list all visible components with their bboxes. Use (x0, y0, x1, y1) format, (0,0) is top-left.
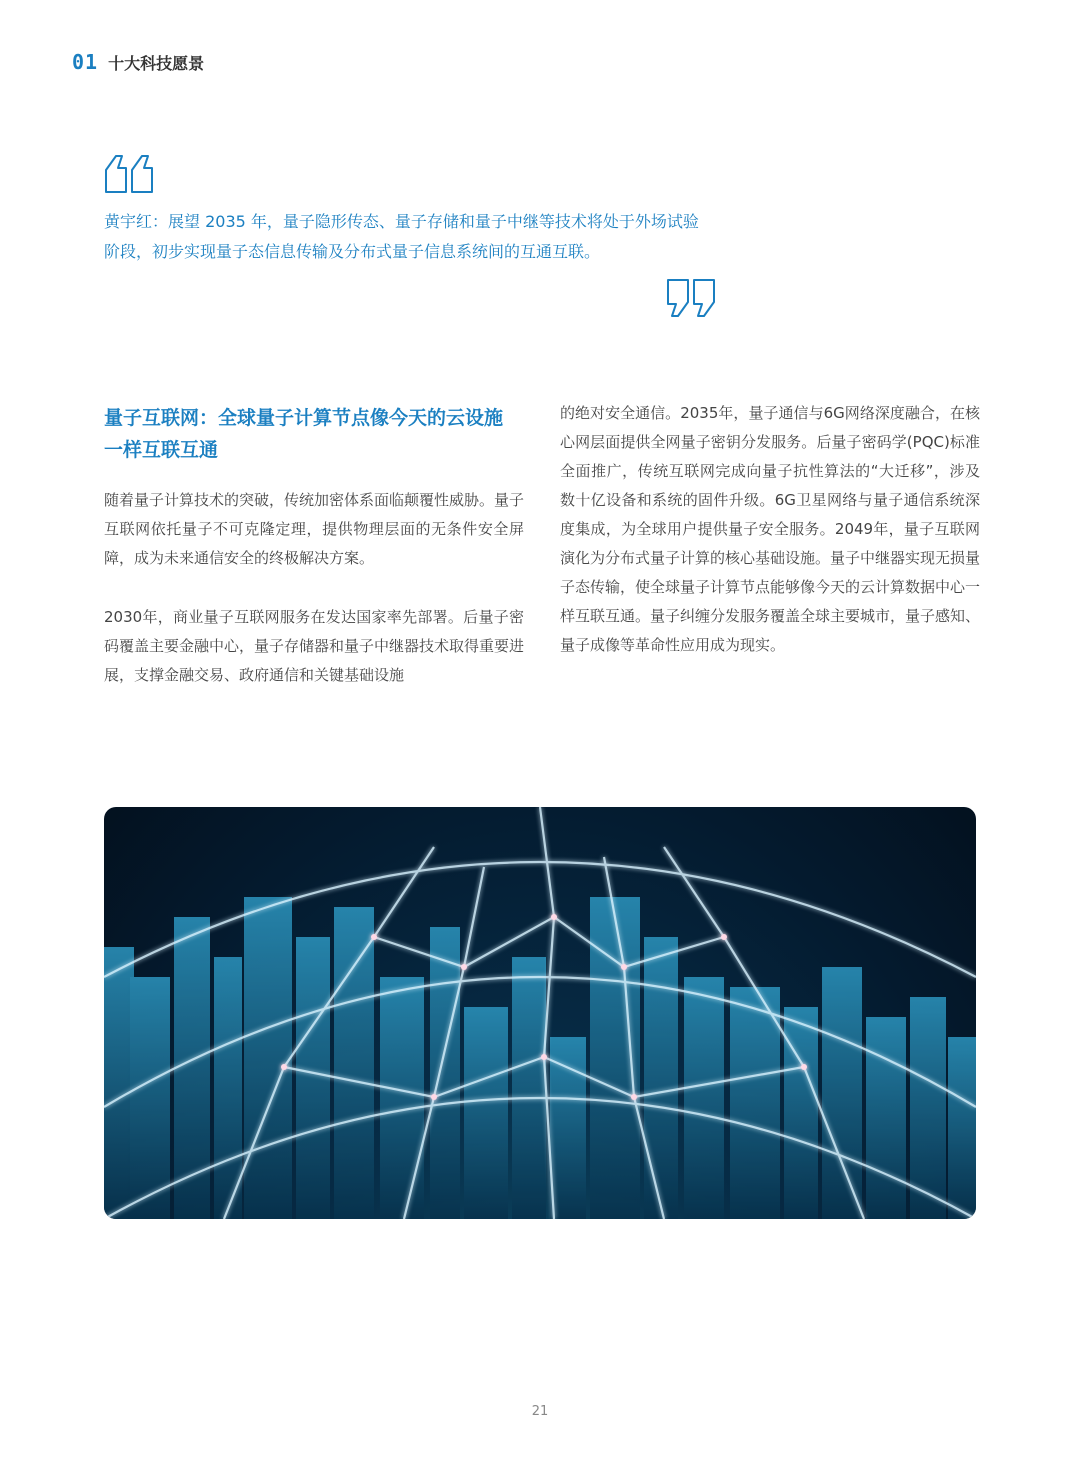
section-number: 01 (72, 50, 99, 74)
open-quote-icon (102, 152, 158, 194)
close-quote-icon (664, 278, 720, 320)
right-paragraph: 的绝对安全通信。2035年，量子通信与6G网络深度融合，在核心网层面提供全网量子密钥分发服务。后量子密码学(PQC)标准全面推广，传统互联网完成向量子抗性算法的“大迁移”，涉及数十亿设备和系统的固件升级。6G卫星网络与量子通信系统深度集成，为全球用户提供量子安全服务。2049年，量子互联网演化为分布式量子计算的核心基础设施。量子中继器实现无损量子态传输，使全球量子计算节点能够像今天的云计算数据中心一样互联互通。量子纠缠分发服务覆盖全球主要城市，量子感知、量子成像等革命性应用成为现实。 (560, 404, 981, 654)
left-paragraph-1: 随着量子计算技术的突破，传统加密体系面临颠覆性威胁。量子互联网依托量子不可克隆定理，提供物理层面的无条件安全屏障，成为未来通信安全的终极解决方案。 (104, 491, 525, 567)
city-network-image (104, 807, 976, 1219)
page-number: 21 (531, 1404, 549, 1419)
quote-line-1: 黄宇红：展望 2035 年，量子隐形传态、量子存储和量子中继等技术将处于外场试验 (104, 212, 699, 231)
section-subheading (104, 402, 534, 466)
subheading-line-2: 一样互联互通 (104, 439, 219, 461)
quote-line-2: 阶段，初步实现量子态信息传输及分布式量子信息系统间的互通互联。 (104, 242, 601, 261)
left-paragraph-2: 2030年，商业量子互联网服务在发达国家率先部署。后量子密码覆盖主要金融中心，量子存储器和量子中继器技术取得重要进展，支撑金融交易、政府通信和关键基础设施 (104, 608, 525, 684)
section-title: 十大科技愿景 (108, 53, 205, 73)
city-network-illustration (104, 807, 976, 1219)
subheading-line-1: 量子互联网：全球量子计算节点像今天的云设施 (104, 407, 504, 429)
quote-text (104, 207, 744, 267)
section-header (72, 50, 204, 74)
